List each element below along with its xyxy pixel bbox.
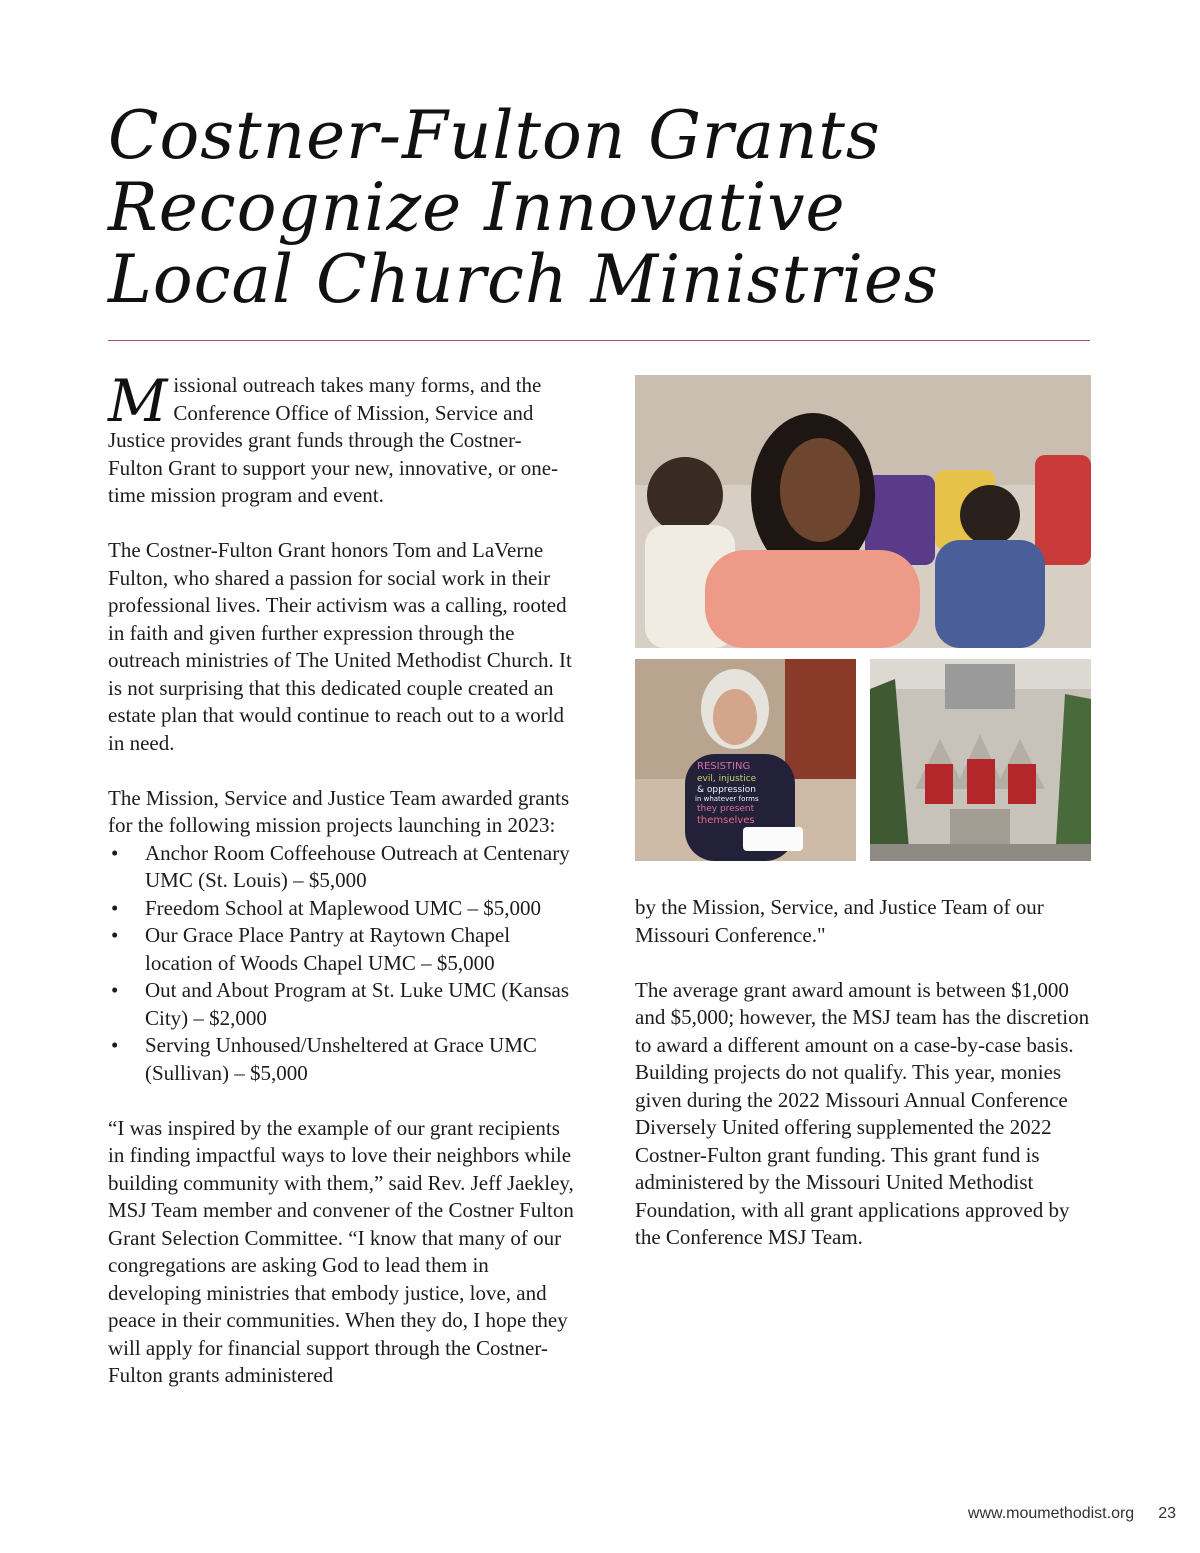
shirt-text-6: themselves	[697, 815, 755, 826]
right-column	[635, 894, 1091, 1279]
drop-cap: M	[108, 367, 168, 435]
shirt-text-3: & oppression	[697, 785, 756, 795]
quote-continuation: by the Mission, Service, and Justice Team of our Missouri Conference."	[635, 895, 1044, 947]
photo-women-smiling	[635, 375, 1091, 648]
page-footer	[968, 1505, 1176, 1523]
title-divider	[108, 340, 1090, 341]
photo-volunteer	[635, 659, 856, 861]
page-number: 23	[1158, 1505, 1176, 1522]
title-line-3: Local Church Ministries	[108, 241, 939, 318]
footer-url: www.moumethodist.org	[967, 1505, 1135, 1522]
intro-paragraph	[108, 367, 576, 510]
shirt-text-5: they present	[697, 804, 755, 814]
title-line-2: Recognize Innovative	[108, 169, 846, 246]
grant-list-item: • Our Grace Place Pantry at Raytown Chapel location of Woods Chapel UMC – $5,000	[108, 922, 576, 977]
grant-list-item: • Anchor Room Coffeehouse Outreach at Centenary UMC (St. Louis) – $5,000	[108, 840, 576, 895]
shirt-text-4: in whatever forms	[695, 795, 759, 803]
shirt-text-2: evil, injustice	[697, 774, 757, 784]
shirt-text-1: RESISTING	[697, 761, 751, 772]
grant-list-item: • Out and About Program at St. Luke UMC (Kansas City) – $2,000	[108, 977, 576, 1032]
left-column	[108, 367, 576, 1417]
grant-list-item: • Serving Unhoused/Unsheltered at Grace UMC (Sullivan) – $5,000	[108, 1032, 576, 1087]
grant-list-item: • Freedom School at Maplewood UMC – $5,000	[108, 895, 576, 923]
grant-list	[108, 840, 576, 1088]
award-details-paragraph: The average grant award amount is between $1,000 and $5,000; however, the MSJ team has the discretion to award a different amount on a case-by-case basis. Building projects do not qualify. This year, monies given during the 2022 Missouri Annual Conference Diversely United offering supplemented the 2022 Costner-Fulton grant funding. This grant fund is administered by the Missouri United Methodist Foundation, with all grant applications approved by the Conference MSJ Team.	[635, 977, 1090, 1249]
intro-text: issional outreach takes many forms, and the Conference Office of Mission, Service and Justice provides grant funds through the Costner-Fulton Grant to support your new, innovative, or one-time mission program and event.	[108, 373, 559, 507]
title-line-1: Costner-Fulton Grants	[108, 97, 881, 174]
awards-intro-paragraph: The Mission, Service and Justice Team awarded grants for the following mission projects launching in 2023:	[108, 785, 570, 837]
quote-paragraph: “I was inspired by the example of our grant recipients in finding impactful ways to love their neighbors while building community with them,” said Rev. Jeff Jaekley, MSJ Team member and convener of the Costner Fulton Grant Selection Committee. “I know that many of our congregations are asking God to lead them in developing ministries that embody justice, love, and peace in their communities. When they do, I hope they will apply for financial support through the Costner-Fulton grants administered	[108, 1115, 574, 1387]
article-title	[108, 97, 1108, 318]
honoree-paragraph: The Costner-Fulton Grant honors Tom and LaVerne Fulton, who shared a passion for social work in their professional lives. Their activism was a calling, rooted in faith and given further expression through the outreach ministries of The United Methodist Church. It is not surprising that this dedicated couple created an estate plan that would continue to reach out to a world in need.	[108, 538, 572, 755]
photo-church	[870, 659, 1091, 861]
